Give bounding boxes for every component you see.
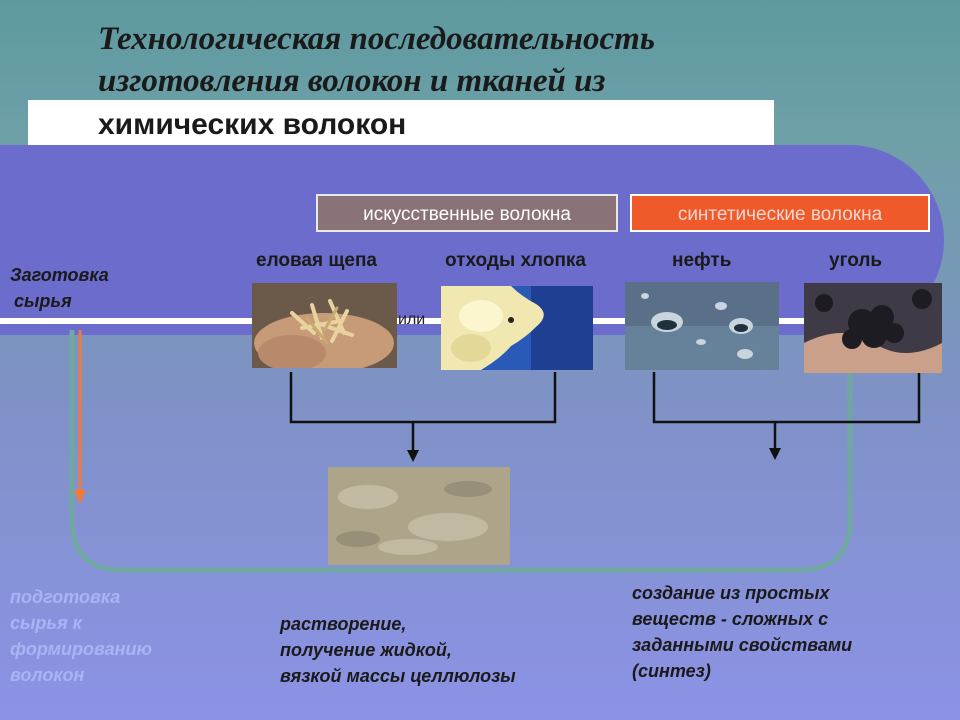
artificial-process-description [280, 611, 516, 689]
stage2-line3: формированию [10, 639, 153, 659]
synthetic-process-description [632, 580, 852, 684]
artificial-bracket [291, 372, 555, 422]
oil-drops-photo [625, 282, 779, 370]
artificial-process-line3: вязкой массы целлюлозы [280, 666, 516, 686]
orange-arrow-head-icon [74, 490, 86, 504]
title-line-1: Технологическая последовательность [98, 21, 655, 57]
cellulose-mass-photo [328, 467, 510, 565]
synthetic-bracket [654, 372, 919, 422]
or-connector: или [398, 311, 426, 328]
title-line-3: химических волокон [98, 108, 407, 141]
raw-label-coal: уголь [829, 250, 883, 271]
artificial-arrow-head-icon [407, 450, 419, 462]
artificial-process-line1: растворение, [280, 614, 407, 634]
coal-photo [804, 283, 942, 373]
synthetic-process-line1: создание из простых [632, 583, 830, 603]
stage2-line1: подготовка [10, 587, 121, 607]
artificial-process-line2: получение жидкой, [280, 640, 452, 660]
raw-label-oil: нефть [672, 250, 732, 271]
raw-label-cotton: отходы хлопка [445, 250, 586, 271]
category-artificial-fibers: искусственные волокна [316, 194, 618, 232]
synthetic-process-line4: (синтез) [632, 661, 711, 681]
title-line-2: изготовления волокон и тканей из [98, 63, 606, 99]
stage-raw-preparation [10, 584, 152, 688]
cotton-waste-photo [441, 286, 593, 370]
raw-label-spruce: еловая щепа [256, 250, 377, 271]
stage1-line2: сырья [14, 291, 72, 311]
category-synthetic-fibers: синтетические волокна [630, 194, 930, 232]
synthetic-arrow-head-icon [769, 448, 781, 460]
stage2-line4: волокон [10, 665, 85, 685]
stage2-line2: сырья к [10, 613, 82, 633]
stage1-line1: Заготовка [10, 265, 109, 285]
synthetic-process-line3: заданными свойствами [632, 635, 853, 655]
wood-chips-photo [252, 283, 397, 368]
synthetic-process-line2: веществ - сложных с [632, 609, 829, 629]
stage-raw-collection [10, 262, 109, 314]
